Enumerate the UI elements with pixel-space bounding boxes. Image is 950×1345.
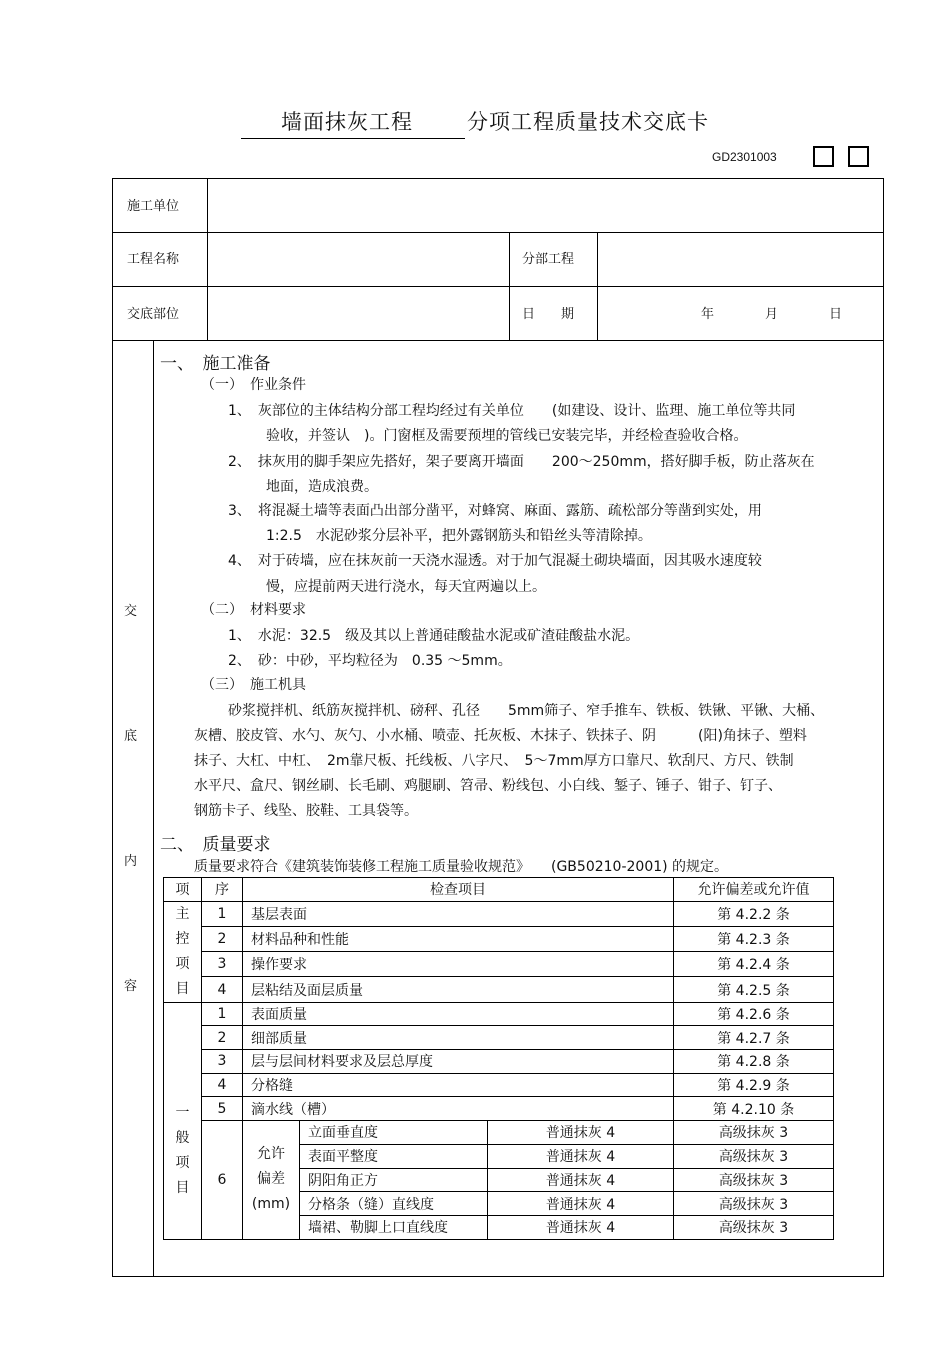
label-location: 交底部位 bbox=[127, 307, 180, 322]
date-month: 月 bbox=[765, 307, 779, 322]
table-row bbox=[164, 1050, 834, 1074]
header-allowance: 允许偏差或允许值 bbox=[674, 878, 834, 902]
side-divider bbox=[153, 340, 154, 1277]
section1-heading: 一、 施工准备 bbox=[160, 354, 271, 374]
tools-text: 水平尺、盒尺、钢丝刷、长毛刷、鸡腿刷、笤帚、粉线包、小白线、錾子、锤子、钳子、钉子、 bbox=[194, 778, 782, 794]
material-text: 1、 水泥：32.5 级及其以上普通硅酸盐水泥或矿渣硅酸盐水泥。 bbox=[228, 628, 640, 644]
row-seq: 6 bbox=[202, 1121, 243, 1239]
table-row bbox=[164, 1026, 834, 1050]
title-rest: 分项工程质量技术交底卡 bbox=[467, 110, 709, 134]
date-day: 日 bbox=[829, 307, 843, 322]
condition-text: 1:2.5 水泥砂浆分层补平，把外露钢筋头和铅丝头等清除掉。 bbox=[266, 528, 652, 544]
deviation-item: 阴阳角正方 bbox=[300, 1168, 488, 1192]
row-item: 层粘结及面层质量 bbox=[243, 977, 674, 1002]
row-item: 材料品种和性能 bbox=[243, 926, 674, 951]
section2-heading: 二、 质量要求 bbox=[160, 835, 271, 855]
quality-intro: 质量要求符合《建筑装饰装修工程施工质量验收规范》 (GB50210-2001) 的规定。 bbox=[194, 859, 729, 875]
condition-text: 2、 抹灰用的脚手架应先搭好，架子要离开墙面 200～250mm，搭好脚手板，防止落灰在 bbox=[228, 454, 815, 470]
row-value: 第 4.2.2 条 bbox=[674, 901, 834, 926]
row-item: 基层表面 bbox=[243, 901, 674, 926]
material-text: 2、 砂：中砂，平均粒径为 0.35 ～5mm。 bbox=[228, 653, 512, 669]
row-value: 第 4.2.9 条 bbox=[674, 1073, 834, 1097]
deviation-item: 立面垂直度 bbox=[300, 1121, 488, 1145]
deviation-normal: 普通抹灰 4 bbox=[488, 1168, 674, 1192]
row-seq: 3 bbox=[202, 952, 243, 977]
deviation-high: 高级抹灰 3 bbox=[674, 1168, 834, 1192]
deviation-normal: 普通抹灰 4 bbox=[488, 1144, 674, 1168]
deviation-normal: 普通抹灰 4 bbox=[488, 1215, 674, 1239]
deviation-item: 墙裙、勒脚上口直线度 bbox=[300, 1215, 488, 1239]
row-value: 第 4.2.10 条 bbox=[674, 1097, 834, 1121]
table-row bbox=[164, 977, 834, 1002]
row-item: 滴水线（槽） bbox=[243, 1097, 674, 1121]
row-value: 第 4.2.8 条 bbox=[674, 1050, 834, 1074]
row-item: 细部质量 bbox=[243, 1026, 674, 1050]
row-value: 第 4.2.6 条 bbox=[674, 1002, 834, 1026]
page-title bbox=[0, 106, 950, 139]
checkbox-1[interactable] bbox=[813, 146, 834, 167]
row-item: 操作要求 bbox=[243, 952, 674, 977]
deviation-high: 高级抹灰 3 bbox=[674, 1192, 834, 1216]
row-value: 第 4.2.4 条 bbox=[674, 952, 834, 977]
deviation-item: 分格条（缝）直线度 bbox=[300, 1192, 488, 1216]
tools-text: 灰槽、胶皮管、水勺、灰勺、小水桶、喷壶、托灰板、木抹子、铁抹子、阴 (阳)角抹子、塑料 bbox=[194, 728, 807, 744]
table-row bbox=[164, 1073, 834, 1097]
location-field[interactable] bbox=[208, 287, 509, 340]
side-label-char: 底 bbox=[124, 729, 138, 744]
table-row bbox=[164, 952, 834, 977]
sub-heading-conditions: （一） 作业条件 bbox=[201, 377, 306, 393]
sub-heading-tools: （三） 施工机具 bbox=[201, 677, 306, 693]
deviation-item: 表面平整度 bbox=[300, 1144, 488, 1168]
deviation-high: 高级抹灰 3 bbox=[674, 1121, 834, 1145]
deviation-label: 允许 偏差 (mm) bbox=[243, 1121, 300, 1239]
col-divider bbox=[509, 232, 510, 340]
condition-text: 4、 对于砖墙，应在抹灰前一天浇水湿透。对于加气混凝土砌块墙面，因其吸水速度较 bbox=[228, 553, 762, 569]
header-type: 项 bbox=[164, 878, 202, 902]
label-sub-project: 分部工程 bbox=[522, 252, 575, 267]
row-value: 第 4.2.5 条 bbox=[674, 977, 834, 1002]
tools-text: 砂浆搅拌机、纸筋灰搅拌机、磅秤、孔径 5mm筛子、窄手推车、铁板、铁锹、平锹、大桶、 bbox=[228, 703, 825, 719]
condition-text: 慢，应提前两天进行浇水，每天宜两遍以上。 bbox=[266, 579, 546, 595]
title-subject: 墙面抹灰工程 bbox=[241, 106, 465, 139]
checkbox-2[interactable] bbox=[848, 146, 869, 167]
label-construction-unit: 施工单位 bbox=[127, 199, 180, 214]
condition-text: 验收，并签认 )。门窗框及需要预埋的管线已安装完毕，并经检查验收合格。 bbox=[266, 428, 748, 444]
row-divider bbox=[112, 340, 884, 341]
side-label-char: 容 bbox=[124, 979, 138, 994]
tools-text: 抹子、大杠、中杠、 2m靠尺板、托线板、八字尺、 5～7mm厚方口靠尺、软刮尺、方尺、铁制 bbox=[194, 753, 794, 769]
main-control-label: 主 控 项 目 bbox=[164, 901, 202, 1002]
condition-text: 地面，造成浪费。 bbox=[266, 479, 378, 495]
row-seq: 1 bbox=[202, 1002, 243, 1026]
row-item: 层与层间材料要求及层总厚度 bbox=[243, 1050, 674, 1074]
row-seq: 5 bbox=[202, 1097, 243, 1121]
row-value: 第 4.2.7 条 bbox=[674, 1026, 834, 1050]
deviation-row bbox=[164, 1121, 834, 1145]
side-label-char: 内 bbox=[124, 854, 138, 869]
deviation-normal: 普通抹灰 4 bbox=[488, 1121, 674, 1145]
table-row bbox=[164, 1097, 834, 1121]
project-name-field[interactable] bbox=[208, 233, 509, 286]
header-seq: 序 bbox=[202, 878, 243, 902]
row-value: 第 4.2.3 条 bbox=[674, 926, 834, 951]
sub-project-field[interactable] bbox=[598, 233, 883, 286]
form-code: GD2301003 bbox=[712, 150, 777, 164]
row-item: 表面质量 bbox=[243, 1002, 674, 1026]
deviation-high: 高级抹灰 3 bbox=[674, 1215, 834, 1239]
row-seq: 4 bbox=[202, 977, 243, 1002]
row-seq: 1 bbox=[202, 901, 243, 926]
deviation-normal: 普通抹灰 4 bbox=[488, 1192, 674, 1216]
quality-table bbox=[163, 877, 834, 1240]
label-date: 日 期 bbox=[522, 307, 575, 322]
header-item: 检查项目 bbox=[243, 878, 674, 902]
table-row bbox=[164, 901, 834, 926]
row-seq: 3 bbox=[202, 1050, 243, 1074]
condition-text: 3、 将混凝土墙等表面凸出部分凿平，对蜂窝、麻面、露筋、疏松部分等凿到实处，用 bbox=[228, 503, 762, 519]
condition-text: 1、 灰部位的主体结构分部工程均经过有关单位 (如建设、设计、监理、施工单位等共同 bbox=[228, 403, 796, 419]
sub-heading-materials: （二） 材料要求 bbox=[201, 602, 306, 618]
general-item-label: 一 般 项 目 bbox=[164, 1002, 202, 1239]
label-project-name: 工程名称 bbox=[127, 252, 180, 267]
date-year: 年 bbox=[701, 307, 715, 322]
table-row bbox=[164, 1002, 834, 1026]
table-row bbox=[164, 926, 834, 951]
row-seq: 4 bbox=[202, 1073, 243, 1097]
row-seq: 2 bbox=[202, 926, 243, 951]
side-label-char: 交 bbox=[124, 604, 138, 619]
construction-unit-field[interactable] bbox=[208, 179, 883, 232]
tools-text: 钢筋卡子、线坠、胶鞋、工具袋等。 bbox=[194, 803, 418, 819]
row-item: 分格缝 bbox=[243, 1073, 674, 1097]
row-seq: 2 bbox=[202, 1026, 243, 1050]
table-header-row bbox=[164, 878, 834, 902]
deviation-high: 高级抹灰 3 bbox=[674, 1144, 834, 1168]
